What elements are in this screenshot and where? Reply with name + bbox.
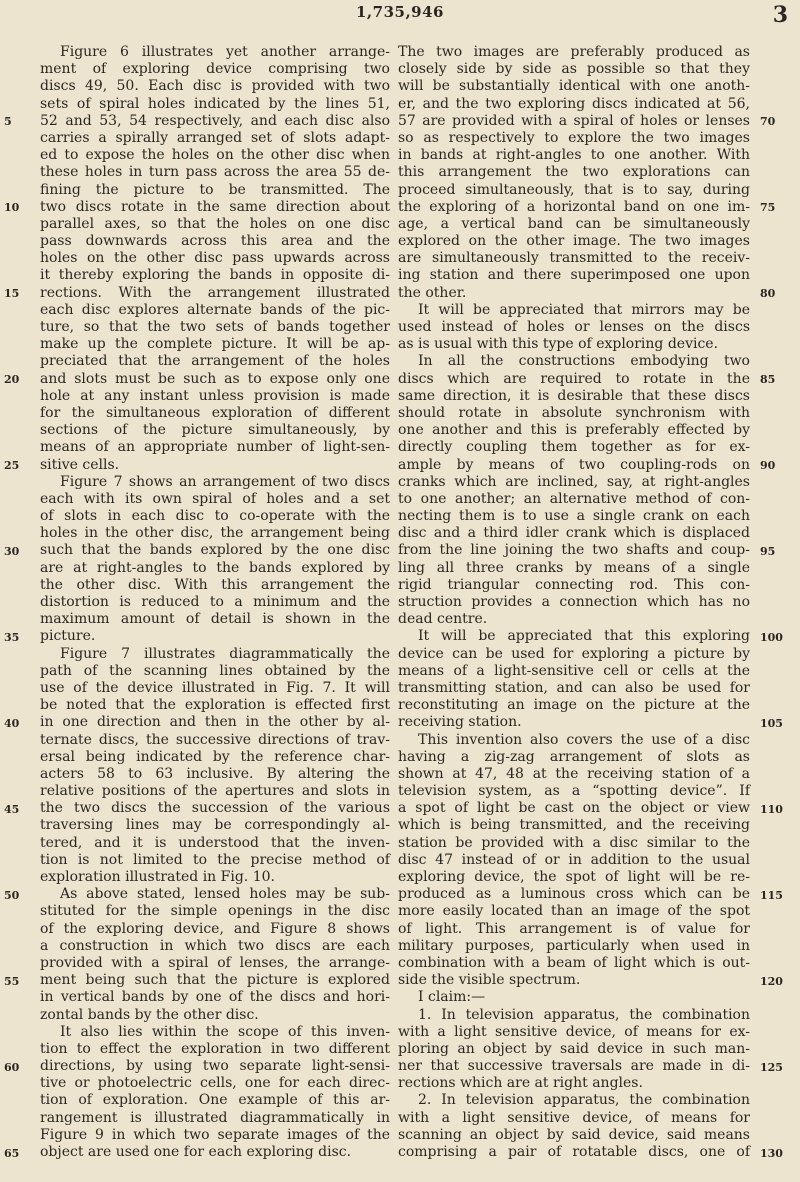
margin-line-number: 115	[760, 888, 783, 902]
text-line: It will be appreciated that this exploring	[418, 628, 750, 645]
text-line: discs which are required to rotate in the	[398, 370, 750, 387]
text-line: a construction in which two discs are each	[40, 937, 390, 954]
text-line: ture, so that the two sets of bands together	[40, 319, 390, 335]
text-line: of slots in each disc to co-operate with the	[40, 508, 390, 525]
margin-line-number: 110	[760, 802, 783, 816]
text-line: explored on the other image. The two images	[398, 233, 750, 250]
text-line: more easily located than an image of the spot	[398, 903, 750, 920]
text-line: means of an appropriate number of light-sen-	[40, 439, 390, 456]
text-line: disc and a third idler crank which is displaced	[398, 525, 750, 542]
margin-line-number: 20	[4, 372, 20, 386]
margin-line-number: 70	[760, 114, 776, 128]
text-line: pass downwards across this area and the	[40, 233, 390, 250]
text-line: device can be used for exploring a picture by	[398, 645, 750, 662]
text-line: station be provided with a disc similar to the	[398, 834, 750, 851]
text-line: comprising a pair of rotatable discs, one of	[398, 1144, 750, 1160]
text-line: are at right-angles to the bands explored by	[40, 559, 390, 576]
text-line: directly coupling them together as for ex-	[398, 439, 750, 456]
text-line: produced as a luminous cross which can be	[398, 886, 750, 903]
text-line: closely side by side as possible so that they	[398, 61, 750, 78]
text-line: ment being such that the picture is explored	[40, 972, 390, 989]
text-line: side the visible spectrum.	[398, 972, 581, 989]
margin-line-number: 5	[4, 114, 12, 128]
text-line: struction provides a connection which has no	[398, 594, 750, 610]
text-line: maximum amount of detail is shown in the	[40, 611, 390, 628]
text-line: Figure 9 in which two separate images of the	[40, 1126, 390, 1143]
text-line: Figure 7 shows an arrangement of two discs	[60, 473, 390, 490]
text-line: relative positions of the apertures and slots in	[40, 783, 390, 800]
text-line: rections. With the arrangement illustrated	[40, 284, 390, 301]
text-line: this arrangement the two explorations can	[398, 164, 750, 181]
text-line: tered, and it is understood that the inven-	[40, 834, 390, 851]
text-line: make up the complete picture. It will be ap-	[40, 336, 390, 353]
text-line: ed to expose the holes on the other disc when	[40, 147, 390, 164]
text-line: rigid triangular connecting rod. This con-	[398, 576, 750, 593]
text-line: the two discs the succession of the various	[40, 800, 390, 817]
text-line: means of a light-sensitive cell or cells at the	[398, 662, 750, 679]
text-line: with a light sensitive device, of means for	[398, 1109, 750, 1126]
text-line: from the line joining the two shafts and coup-	[398, 542, 750, 559]
margin-line-number: 55	[4, 974, 20, 988]
text-line: The two images are preferably produced as	[398, 44, 750, 60]
text-line: holes in the other disc, the arrangement being	[40, 525, 390, 542]
text-line: Figure 7 illustrates diagrammatically the	[60, 645, 390, 662]
text-line: As above stated, lensed holes may be sub-	[60, 886, 390, 903]
text-line: dead centre.	[398, 611, 488, 628]
text-line: It will be appreciated that mirrors may be	[418, 301, 750, 318]
margin-line-number: 95	[760, 544, 776, 558]
text-line: should rotate in absolute synchronism with	[398, 404, 750, 421]
text-line: a spot of light be cast on the object or view	[398, 800, 750, 817]
text-line: of light. This arrangement is of value for	[398, 920, 750, 937]
text-line: path of the scanning lines obtained by the	[40, 662, 390, 679]
margin-line-number: 65	[4, 1146, 20, 1160]
text-line: in one direction and then in the other by al-	[40, 714, 390, 731]
text-line: be noted that the exploration is effected first	[40, 697, 390, 714]
text-line: ment of exploring device comprising two	[40, 61, 390, 78]
text-line: ner that successive traversals are made in di-	[398, 1058, 750, 1075]
text-line: proceed simultaneously, that is to say, during	[398, 181, 750, 198]
margin-line-number: 30	[4, 544, 20, 558]
text-line: so as respectively to explore the two images	[398, 129, 750, 146]
text-line: which is being transmitted, and the receiving	[398, 817, 750, 834]
text-line: traversing lines may be correspondingly al-	[40, 817, 390, 834]
text-line: to one another; an alternative method of con-	[398, 490, 750, 507]
text-line: fining the picture to be transmitted. The	[40, 181, 390, 198]
text-line: acters 58 to 63 inclusive. By altering the	[40, 765, 390, 782]
text-line: with a light sensitive device, of means for ex-	[398, 1023, 750, 1040]
margin-line-number: 40	[4, 716, 20, 730]
text-line: distortion is reduced to a minimum and the	[40, 594, 390, 610]
text-line: are simultaneously transmitted to the receiv-	[398, 250, 750, 267]
text-line: provided with a spiral of lenses, the arrange-	[40, 954, 390, 971]
text-line: ploring an object by said device in such man-	[398, 1040, 750, 1057]
text-line: Figure 6 illustrates yet another arrange-	[60, 44, 390, 60]
text-line: stituted for the simple openings in the disc	[40, 903, 390, 920]
margin-line-number: 35	[4, 630, 20, 644]
text-line: It also lies within the scope of this inven-	[60, 1023, 390, 1040]
text-line: tion is not limited to the precise method of	[40, 851, 390, 868]
text-line: the other.	[398, 284, 467, 301]
text-line: zontal bands by the other disc.	[40, 1006, 259, 1023]
text-line: of the exploring device, and Figure 8 shows	[40, 920, 390, 937]
margin-line-number: 45	[4, 802, 20, 816]
text-line: use of the device illustrated in Fig. 7. It will	[40, 679, 390, 696]
text-line: these holes in turn pass across the area 55 de-	[40, 164, 390, 181]
text-line: each with its own spiral of holes and a set	[40, 490, 390, 507]
text-line: for the simultaneous exploration of different	[40, 404, 390, 421]
text-line: in bands at right-angles to one another. With	[398, 147, 750, 164]
text-line: used instead of holes or lenses on the discs	[398, 319, 750, 335]
text-line: parallel axes, so that the holes on one disc	[40, 215, 390, 232]
margin-line-number: 80	[760, 286, 776, 300]
text-line: cranks which are inclined, say, at right-angles	[398, 473, 750, 490]
text-line: 52 and 53, 54 respectively, and each disc also	[40, 112, 390, 129]
margin-line-number: 120	[760, 974, 783, 988]
text-line: object are used one for each exploring disc.	[40, 1144, 352, 1160]
text-line: in vertical bands by one of the discs and hori-	[40, 989, 390, 1006]
text-line: ample by means of two coupling-rods on	[398, 456, 750, 473]
text-line: I claim:—	[418, 989, 486, 1006]
text-line: having a zig-zag arrangement of slots as	[398, 748, 750, 765]
text-line: such that the bands explored by the one disc	[40, 542, 390, 559]
text-line: sets of spiral holes indicated by the lines 51,	[40, 95, 390, 112]
left-text-column	[40, 44, 390, 1161]
margin-line-number: 50	[4, 888, 20, 902]
right-text-column	[398, 44, 750, 1161]
margin-line-number: 10	[4, 200, 20, 214]
text-line: sections of the picture simultaneously, by	[40, 422, 390, 439]
text-line: shown at 47, 48 at the receiving station of a	[398, 765, 750, 782]
text-line: carries a spirally arranged set of slots adapt-	[40, 129, 390, 146]
text-line: rections which are at right angles.	[398, 1075, 643, 1092]
text-line: and slots must be such as to expose only one	[40, 370, 390, 387]
text-line: tion to effect the exploration in two different	[40, 1040, 390, 1057]
text-line: combination with a beam of light which is out-	[398, 954, 750, 971]
text-line: one another and this is preferably effected by	[398, 422, 750, 439]
text-line: as is usual with this type of exploring device.	[398, 336, 719, 353]
text-line: exploring device, the spot of light will be re-	[398, 869, 750, 885]
page-number: 3	[772, 2, 788, 28]
text-line: In all the constructions embodying two	[418, 353, 750, 370]
text-line: will be substantially identical with one anoth-	[398, 78, 750, 95]
margin-line-number: 125	[760, 1060, 783, 1074]
text-line: military purposes, particularly when used in	[398, 937, 750, 954]
text-line: 1. In television apparatus, the combination	[418, 1006, 750, 1023]
text-line: holes on the other disc pass upwards across	[40, 250, 390, 267]
text-line: This invention also covers the use of a disc	[418, 731, 750, 748]
text-line: tive or photoelectric cells, one for each direc-	[40, 1075, 390, 1092]
text-line: the other disc. With this arrangement the	[40, 576, 390, 593]
margin-line-number: 75	[760, 200, 776, 214]
text-line: ternate discs, the successive directions of trav-	[40, 731, 390, 748]
text-line: age, a vertical band can be simultaneously	[398, 215, 750, 232]
margin-line-number: 60	[4, 1060, 20, 1074]
text-line: picture.	[40, 628, 96, 645]
text-line: it thereby exploring the bands in opposite di-	[40, 267, 390, 284]
margin-line-number: 105	[760, 716, 783, 730]
text-line: reconstituting an image on the picture at the	[398, 697, 750, 714]
text-line: preciated that the arrangement of the holes	[40, 353, 390, 370]
text-line: same direction, it is desirable that these discs	[398, 387, 750, 404]
text-line: television system, as a “spotting device”. If	[398, 783, 750, 800]
text-line: 2. In television apparatus, the combination	[418, 1092, 750, 1109]
text-line: each disc explores alternate bands of the pic-	[40, 301, 390, 318]
text-line: disc 47 instead of or in addition to the usual	[398, 851, 750, 868]
text-line: sitive cells.	[40, 456, 120, 473]
text-line: two discs rotate in the same direction about	[40, 198, 390, 215]
text-line: ing station and there superimposed one upon	[398, 267, 750, 284]
margin-line-number: 85	[760, 372, 776, 386]
text-line: rangement is illustrated diagrammatically in	[40, 1109, 390, 1126]
margin-line-number: 100	[760, 630, 783, 644]
text-line: hole at any instant unless provision is made	[40, 387, 390, 404]
text-line: 57 are provided with a spiral of holes or lenses	[398, 112, 750, 129]
text-line: ling all three cranks by means of a single	[398, 559, 750, 576]
text-line: transmitting station, and can also be used for	[398, 679, 750, 696]
margin-line-number: 130	[760, 1146, 783, 1160]
text-line: the exploring of a horizontal band on one im-	[398, 198, 750, 215]
text-line: discs 49, 50. Each disc is provided with two	[40, 78, 390, 95]
text-line: er, and the two exploring discs indicated at 56,	[398, 95, 750, 112]
text-line: tion of exploration. One example of this ar-	[40, 1092, 390, 1109]
patent-number: 1,735,946	[355, 3, 444, 21]
margin-line-number: 25	[4, 458, 20, 472]
margin-line-number: 90	[760, 458, 776, 472]
text-line: scanning an object by said device, said means	[398, 1126, 750, 1143]
text-line: exploration illustrated in Fig. 10.	[40, 869, 275, 885]
text-line: directions, by using two separate light-sensi-	[40, 1058, 390, 1075]
text-line: receiving station.	[398, 714, 522, 731]
text-line: necting them is to use a single crank on each	[398, 508, 750, 525]
margin-line-number: 15	[4, 286, 20, 300]
text-line: ersal being indicated by the reference char-	[40, 748, 390, 765]
